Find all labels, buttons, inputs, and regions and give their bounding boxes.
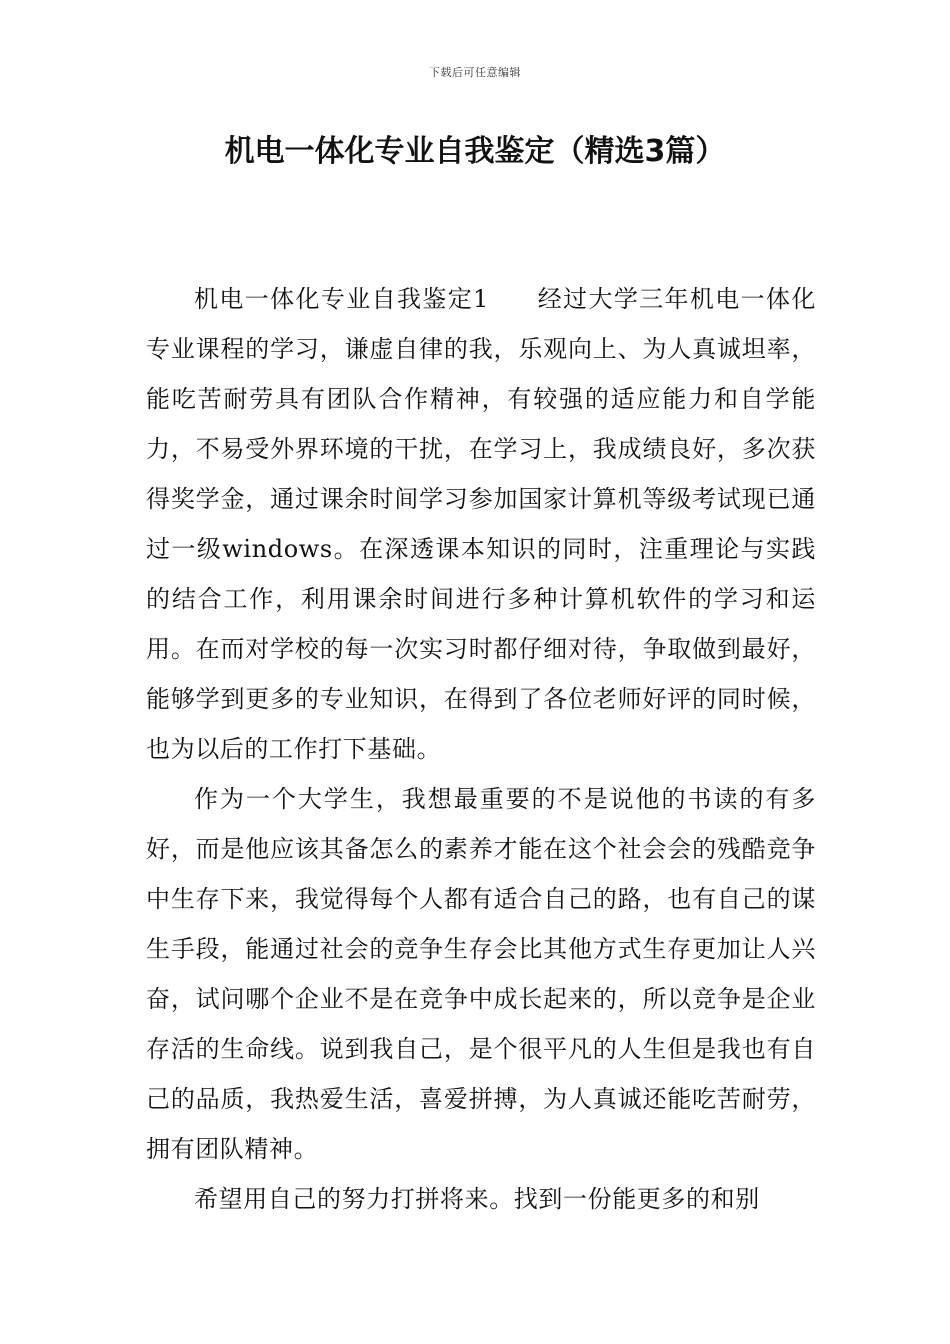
document-body	[146, 274, 816, 1224]
paragraph-2: 作为一个大学生，我想最重要的不是说他的书读的有多好，而是他应该其备怎么的素养才能在这个社会会的残酷竞争中生存下来，我觉得每个人都有适合自己的路，也有自己的谋生手段，能通过社会的竞争生存会比其他方式生存更加让人兴奋，试问哪个企业不是在竞争中成长起来的，所以竞争是企业存活的生命线。说到我自己，是个很平凡的人生但是我也有自己的品质，我热爱生活，喜爱拼搏，为人真诚还能吃苦耐劳，拥有团队精神。	[146, 785, 816, 1163]
paragraph-1	[146, 274, 816, 774]
paragraph-3: 希望用自己的努力打拼将来。找到一份能更多的和别	[194, 1185, 760, 1213]
paragraph-1-text: 经过大学三年机电一体化专业课程的学习，谦虚自律的我，乐观向上、为人真诚坦率，能吃苦耐劳具有团队合作精神，有较强的适应能力和自学能力，不易受外界环境的干扰，在学习上，我成绩良好，多次获得奖学金，通过课余时间学习参加国家计算机等级考试现已通过一级windows。在深透课本知识的同时，注重理论与实践的结合工作，利用课余时间进行多种计算机软件的学习和运用。在而对学校的每一次实习时都仔细对待，争取做到最好，能够学到更多的专业知识，在得到了各位老师好评的同时候，也为以后的工作打下基础。	[146, 285, 816, 763]
section-heading: 机电一体化专业自我鉴定1	[194, 285, 489, 313]
header-note: 下载后可任意编辑	[429, 66, 521, 79]
document-title: 机电一体化专业自我鉴定（精选3篇）	[224, 134, 726, 169]
